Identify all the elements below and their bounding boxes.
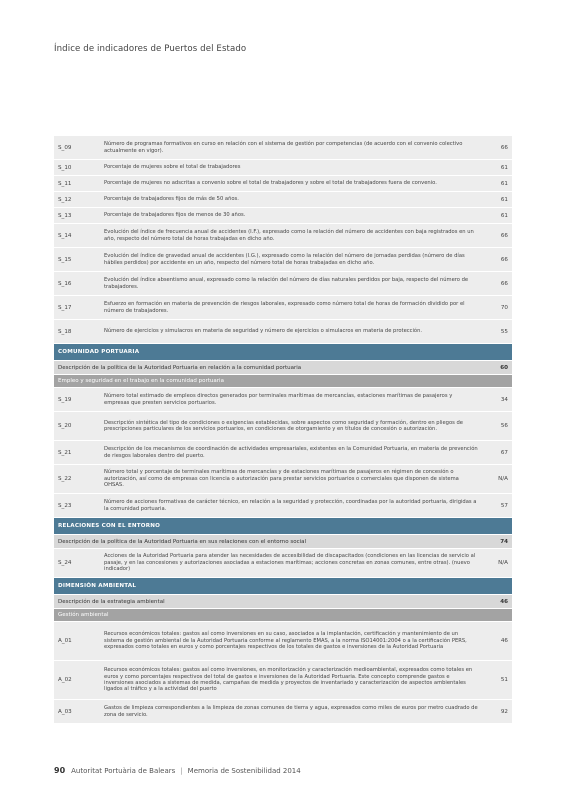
indicator-row [54, 661, 512, 700]
section-title: DIMENSIÓN AMBIENTAL [58, 583, 137, 589]
indicator-row [54, 176, 512, 192]
subsection-title: Empleo y seguridad en el trabajo en la comunidad portuaria [58, 378, 224, 384]
indicator-page: 66 [500, 144, 508, 151]
indicator-code: S_21 [58, 449, 72, 456]
policy-page: 46 [500, 598, 508, 605]
indicator-code: S_11 [58, 180, 72, 187]
indicator-description: Evolución del índice absentismo anual, expresado como la relación del número de días naturales perdidos por baja, respecto del número de trabajadores. [104, 277, 469, 290]
indicator-page: 70 [500, 304, 508, 311]
indicator-row [54, 208, 512, 224]
subsection-title: Gestión ambiental [58, 612, 109, 618]
indicator-description: Descripción de los mecanismos de coordinación de actividades empresariales, existentes en la Comunidad Portuaria, en materia de prevención de riesgos laborales dentro del puerto. [104, 446, 478, 459]
indicator-page: N/A [498, 560, 508, 566]
indicator-row [54, 320, 512, 344]
indicator-code: S_18 [58, 328, 72, 335]
indicator-description: Número total y porcentaje de terminales marítimas de mercancías y de estaciones marítimas de pasajeros en régimen de concesión o autorización, así como de empresas con licencia o autorización para prestar servicios portuarios o comerciales que disponen de sistema OHSAS. [104, 469, 459, 489]
indicator-page: 61 [500, 164, 508, 171]
indicator-description: Porcentaje de trabajadores fijos de menos de 30 años. [104, 212, 246, 219]
policy-row [54, 595, 512, 609]
indicator-code: S_10 [58, 164, 72, 171]
indicator-description: Gastos de limpieza correspondientes a la limpieza de zonas comunes de tierra y agua, expresados como miles de euros por metro cuadrado de zona de servicio. [104, 705, 478, 718]
indicator-description: Descripción sintética del tipo de condiciones o exigencias establecidas, sobre aspectos como seguridad y formación, dentro en pliegos de prescripciones particulares de los servicios portuarios, en condiciones de otorgamiento y en títulos de concesión o autorización. [104, 419, 463, 432]
indicator-description: Porcentaje de mujeres sobre el total de trabajadores [104, 164, 241, 171]
indicator-row [54, 224, 512, 248]
indicator-code: A_03 [58, 708, 72, 715]
section-header [54, 578, 512, 595]
indicator-description: Porcentaje de mujeres no adscritas a convenio sobre el total de trabajadores y sobre el total de trabajadores fuera de convenio. [104, 180, 437, 187]
indicator-description: Número total estimado de empleos directos generados por terminales marítimas de mercancías, estaciones marítimas de pasajeros y empresas que presten servicios portuarios. [104, 393, 453, 406]
indicator-code: S_19 [58, 396, 72, 403]
indicator-page: 61 [500, 212, 508, 219]
indicator-row [54, 412, 512, 441]
policy-description: Descripción de la estrategia ambiental [58, 598, 165, 605]
indicator-code: S_23 [58, 502, 72, 509]
indicator-index-table [54, 136, 512, 724]
indicator-description: Número de acciones formativas de carácter técnico, en relación a la seguridad y protección, coordinadas por la autoridad portuaria, dirigidas a la comunidad portuaria. [104, 499, 477, 512]
indicator-row [54, 465, 512, 494]
indicator-page: 46 [500, 638, 508, 644]
policy-row [54, 361, 512, 375]
indicator-code: S_13 [58, 212, 72, 219]
indicator-code: S_14 [58, 232, 72, 239]
indicator-page: 66 [500, 256, 508, 263]
indicator-row [54, 272, 512, 296]
indicator-page: 61 [500, 180, 508, 187]
indicator-code: S_09 [58, 144, 72, 151]
indicator-page: 56 [500, 423, 508, 429]
indicator-code: S_12 [58, 196, 72, 203]
indicator-description: Recursos económicos totales: gastos así como inversiones, en monitorización y caracterización medioambiental, expresados como totales en euros y como porcentajes respectivos del total de gastos e inversiones de la Autoridad Portuaria. Este concepto comprende gastos e inversiones asociados a sistemas de medida, campañas de medida y proyectos de inventariado y caracterización de aspectos ambientales ligados al tráfico y a la actividad del puerto [104, 667, 473, 693]
indicator-row [54, 248, 512, 272]
indicator-code: A_01 [58, 638, 72, 644]
indicator-page: 92 [500, 708, 508, 715]
section-header [54, 344, 512, 361]
indicator-row [54, 160, 512, 176]
indicator-code: S_20 [58, 423, 72, 429]
indicator-page: N/A [498, 476, 508, 482]
indicator-description: Evolución del índice de frecuencia anual de accidentes (I.F.), expresado como la relación del número de accidentes con baja registrados en un año, respecto del número total de horas trabajadas en dicho año. [104, 229, 474, 242]
indicator-page: 66 [500, 232, 508, 239]
indicator-description: Acciones de la Autoridad Portuaria para atender las necesidades de accesibilidad de discapacitados (condiciones en las licencias de servicio al pasaje, y en las concesiones y autorizaciones asociadas a estaciones marítimas; acciones concretas en zonas comunes, entre otras). (nuevo indicador) [104, 553, 476, 573]
policy-row [54, 535, 512, 549]
indicator-description: Número de programas formativos en curso en relación con el sistema de gestión por competencias (de acuerdo con el convenio colectivo actualmente en vigor). [104, 141, 463, 154]
subsection-header [54, 375, 512, 388]
page-footer [54, 766, 301, 775]
page-title: Índice de indicadores de Puertos del Estado [54, 44, 247, 54]
policy-page: 74 [500, 538, 508, 545]
indicator-page: 61 [500, 196, 508, 203]
footer-separator: | [180, 766, 183, 775]
indicator-description: Número de ejercicios y simulacros en materia de seguridad y número de ejercicios o simulacros en materia de protección. [104, 328, 423, 335]
section-header [54, 518, 512, 535]
indicator-page: 55 [500, 328, 508, 335]
indicator-code: S_17 [58, 304, 72, 311]
indicator-code: S_15 [58, 256, 72, 263]
indicator-page: 34 [500, 396, 508, 403]
subsection-header [54, 609, 512, 622]
indicator-code: S_24 [58, 560, 72, 566]
indicator-row [54, 622, 512, 661]
indicator-row [54, 549, 512, 578]
footer-document-title: Memoria de Sostenibilidad 2014 [187, 766, 301, 775]
section-title: RELACIONES CON EL ENTORNO [58, 523, 161, 529]
indicator-row [54, 494, 512, 518]
indicator-code: A_02 [58, 677, 72, 683]
indicator-code: S_16 [58, 280, 72, 287]
indicator-page: 66 [500, 280, 508, 287]
indicator-row [54, 296, 512, 320]
page-number: 90 [54, 766, 66, 775]
section-title: COMUNIDAD PORTUARIA [58, 349, 140, 355]
footer-organization: Autoritat Portuària de Balears [71, 766, 176, 775]
indicator-row [54, 192, 512, 208]
indicator-row [54, 388, 512, 412]
indicator-row [54, 441, 512, 465]
indicator-row [54, 136, 512, 160]
policy-page: 60 [500, 364, 508, 371]
indicator-code: S_22 [58, 476, 72, 482]
indicator-page: 51 [500, 677, 508, 683]
policy-description: Descripción de la política de la Autoridad Portuaria en relación a la comunidad portuaria [58, 364, 302, 371]
indicator-page: 57 [500, 502, 508, 509]
indicator-description: Esfuerzo en formación en materia de prevención de riesgos laborales, expresado como número total de horas de formación dividido por el número de trabajadores. [104, 301, 465, 314]
policy-description: Descripción de la política de la Autoridad Portuaria en sus relaciones con el entorno social [58, 538, 307, 545]
indicator-description: Evolución del índice de gravedad anual de accidentes (I.G.), expresado como la relación del número de jornadas perdidas (número de días hábiles perdidos) por accidente en un año, respecto del número total de horas trabajadas en dicho año. [104, 253, 465, 266]
indicator-description: Recursos económicos totales: gastos así como inversiones en su caso, asociados a la implantación, certificación y mantenimiento de un sistema de gestión ambiental de la Autoridad Portuaria conforme al reglamento EMAS, a la norma ISO14001:2004 o a la certificación PERS, expresados como totales en euros y como porcentajes respectivos de los totales de gastos e inversiones de la Autoridad Portuaria [104, 631, 467, 651]
indicator-row [54, 700, 512, 724]
indicator-page: 67 [500, 449, 508, 456]
indicator-description: Porcentaje de trabajadores fijos de más de 50 años. [104, 196, 239, 203]
